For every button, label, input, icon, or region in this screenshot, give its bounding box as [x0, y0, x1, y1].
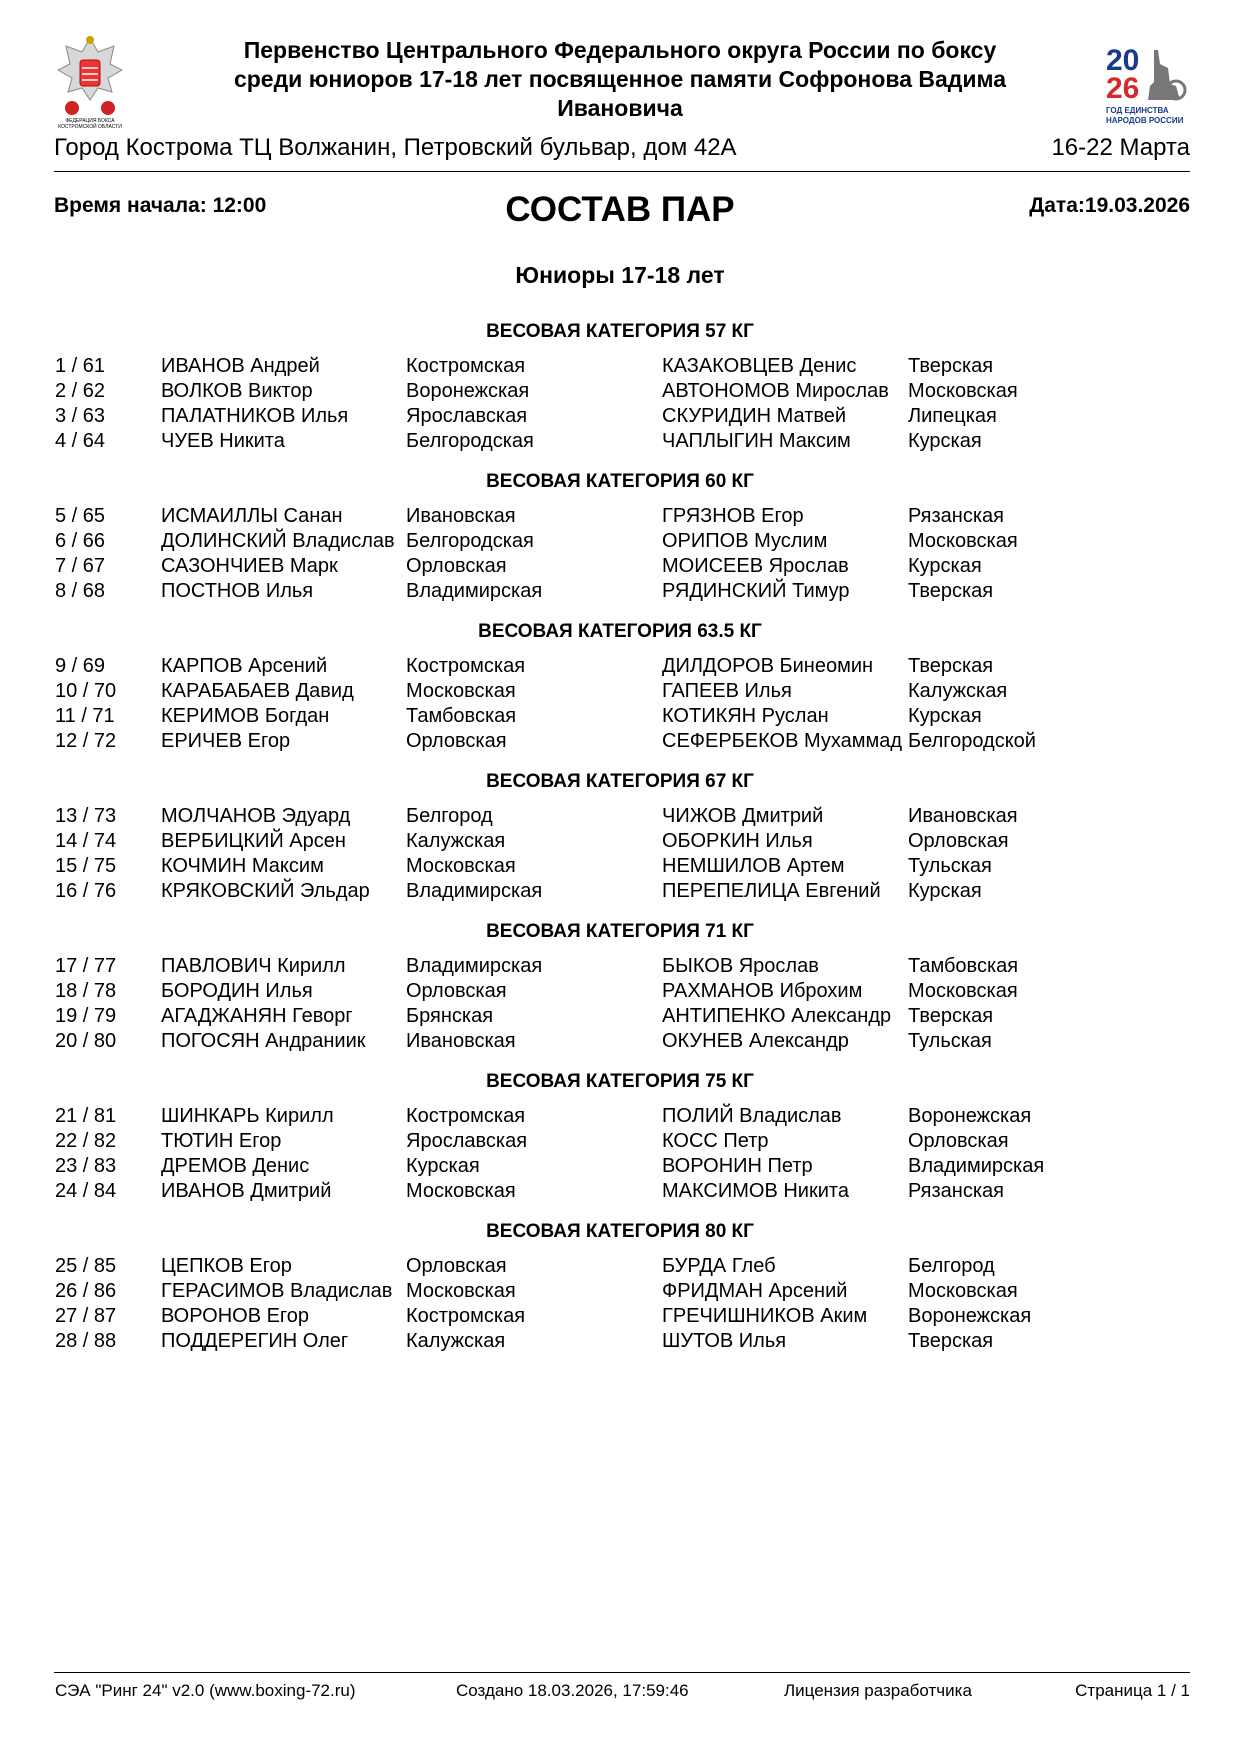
blue-corner-region: Рязанская	[908, 505, 1004, 527]
header-divider	[54, 171, 1190, 172]
bout-row	[0, 729, 1240, 754]
bout-row	[0, 979, 1240, 1004]
red-corner-region: Костромская	[406, 655, 526, 677]
blue-corner-name: БУРДА Глеб	[662, 1255, 776, 1277]
category-title: ВЕСОВАЯ КАТЕГОРИЯ 60 КГ	[486, 471, 754, 492]
red-corner-region: Брянская	[406, 1005, 494, 1027]
red-corner-name: ПАЛАТНИКОВ Илья	[161, 405, 349, 427]
year-logo-bottom: 26	[1106, 72, 1140, 105]
red-corner-region: Орловская	[406, 1255, 507, 1277]
red-corner-region: Курская	[406, 1155, 480, 1177]
red-corner-name: ЦЕПКОВ Егор	[161, 1255, 292, 1277]
blue-corner-region: Тверская	[908, 355, 994, 377]
bout-number: 12 / 72	[55, 730, 117, 752]
bout-number: 1 / 61	[55, 355, 106, 377]
bout-number: 3 / 63	[55, 405, 106, 427]
category-title: ВЕСОВАЯ КАТЕГОРИЯ 71 КГ	[486, 921, 754, 942]
red-corner-region: Калужская	[406, 1330, 506, 1352]
bout-number: 28 / 88	[55, 1330, 117, 1352]
tournament-title	[190, 36, 1050, 123]
red-corner-region: Московская	[406, 680, 516, 702]
footer-software: СЭА "Ринг 24" v2.0 (www.boxing-72.ru)	[55, 1681, 356, 1700]
bout-number: 25 / 85	[55, 1255, 117, 1277]
red-corner-name: АГАДЖАНЯН Геворг	[161, 1005, 353, 1027]
red-corner-name: ВОРОНОВ Егор	[161, 1305, 310, 1327]
bout-number: 4 / 64	[55, 430, 106, 452]
blue-corner-region: Московская	[908, 1280, 1018, 1302]
bout-number: 16 / 76	[55, 880, 117, 902]
red-corner-name: КОЧМИН Максим	[161, 855, 324, 877]
red-corner-name: ИВАНОВ Дмитрий	[161, 1180, 332, 1202]
bout-row	[0, 504, 1240, 529]
blue-corner-name: КАЗАКОВЦЕВ Денис	[662, 355, 857, 377]
bout-number: 17 / 77	[55, 955, 117, 977]
bout-number: 15 / 75	[55, 855, 117, 877]
weight-category	[0, 466, 1240, 616]
footer-license: Лицензия разработчика	[784, 1681, 972, 1700]
bout-row	[0, 379, 1240, 404]
bout-row	[0, 529, 1240, 554]
blue-corner-region: Московская	[908, 980, 1018, 1002]
bout-number: 2 / 62	[55, 380, 106, 402]
red-corner-region: Воронежская	[406, 380, 530, 402]
weight-category	[0, 316, 1240, 466]
blue-corner-name: РАХМАНОВ Иброхим	[662, 980, 863, 1002]
blue-corner-name: МОИСЕЕВ Ярослав	[662, 555, 849, 577]
blue-corner-name: СКУРИДИН Матвей	[662, 405, 847, 427]
blue-corner-name: ШУТОВ Илья	[662, 1330, 787, 1352]
blue-corner-name: ВОРОНИН Петр	[662, 1155, 813, 1177]
red-corner-region: Калужская	[406, 830, 506, 852]
blue-corner-region: Липецкая	[908, 405, 997, 427]
bout-row	[0, 1304, 1240, 1329]
footer-page: Страница 1 / 1	[1075, 1681, 1190, 1700]
bout-number: 6 / 66	[55, 530, 106, 552]
federation-logo	[52, 30, 128, 130]
bout-row	[0, 1254, 1240, 1279]
blue-corner-region: Орловская	[908, 1130, 1009, 1152]
blue-corner-region: Тверская	[908, 1005, 994, 1027]
blue-corner-name: ЧАПЛЫГИН Максим	[662, 430, 851, 452]
red-corner-name: ВЕРБИЦКИЙ Арсен	[161, 830, 346, 852]
bout-number: 8 / 68	[55, 580, 106, 602]
weight-category	[0, 1066, 1240, 1216]
start-time: Время начала: 12:00	[54, 194, 267, 217]
title-line-3: Ивановича	[557, 95, 683, 121]
red-corner-region: Ярославская	[406, 1130, 528, 1152]
red-corner-name: КЕРИМОВ Богдан	[161, 705, 330, 727]
bout-row	[0, 854, 1240, 879]
blue-corner-region: Белгородской	[908, 730, 1036, 752]
monument-icon	[1140, 46, 1190, 102]
bout-row	[0, 1179, 1240, 1204]
red-corner-name: ИСМАИЛЛЫ Санан	[161, 505, 343, 527]
blue-corner-region: Тамбовская	[908, 955, 1019, 977]
blue-corner-name: ОРИПОВ Муслим	[662, 530, 828, 552]
blue-corner-name: АНТИПЕНКО Александр	[662, 1005, 892, 1027]
red-corner-region: Московская	[406, 1180, 516, 1202]
bout-row	[0, 1329, 1240, 1354]
bout-number: 10 / 70	[55, 680, 117, 702]
blue-corner-region: Московская	[908, 530, 1018, 552]
blue-corner-name: БЫКОВ Ярослав	[662, 955, 819, 977]
blue-corner-region: Курская	[908, 555, 982, 577]
bout-number: 14 / 74	[55, 830, 117, 852]
red-corner-name: ПАВЛОВИЧ Кирилл	[161, 955, 346, 977]
bout-row	[0, 354, 1240, 379]
footer-divider	[54, 1672, 1190, 1673]
bout-row	[0, 679, 1240, 704]
blue-corner-region: Калужская	[908, 680, 1008, 702]
red-corner-region: Тамбовская	[406, 705, 517, 727]
red-corner-name: БОРОДИН Илья	[161, 980, 313, 1002]
red-corner-region: Ярославская	[406, 405, 528, 427]
event-dates: 16-22 Марта	[1051, 134, 1190, 161]
bout-row	[0, 1154, 1240, 1179]
blue-corner-region: Воронежская	[908, 1305, 1032, 1327]
bout-row	[0, 404, 1240, 429]
red-corner-name: ИВАНОВ Андрей	[161, 355, 320, 377]
blue-corner-region: Рязанская	[908, 1180, 1004, 1202]
page-heading: СОСТАВ ПАР	[505, 190, 735, 229]
blue-corner-region: Курская	[908, 880, 982, 902]
bout-row	[0, 804, 1240, 829]
blue-corner-name: ЧИЖОВ Дмитрий	[662, 805, 824, 827]
bout-number: 20 / 80	[55, 1030, 117, 1052]
blue-corner-name: СЕФЕРБЕКОВ Мухаммад	[662, 730, 903, 752]
blue-corner-name: КОТИКЯН Руслан	[662, 705, 829, 727]
red-corner-name: КАРПОВ Арсений	[161, 655, 328, 677]
blue-corner-name: ФРИДМАН Арсений	[662, 1280, 848, 1302]
age-group: Юниоры 17-18 лет	[515, 262, 725, 288]
red-corner-region: Костромская	[406, 1105, 526, 1127]
bout-row	[0, 1004, 1240, 1029]
bout-number: 18 / 78	[55, 980, 117, 1002]
red-corner-region: Орловская	[406, 980, 507, 1002]
title-line-1: Первенство Центрального Федерального округа России по боксу	[243, 37, 997, 63]
red-corner-name: ШИНКАРЬ Кирилл	[161, 1105, 334, 1127]
bout-row	[0, 579, 1240, 604]
bout-row	[0, 704, 1240, 729]
bout-number: 11 / 71	[55, 705, 115, 727]
blue-corner-name: ПОЛИЙ Владислав	[662, 1105, 842, 1127]
red-corner-name: ГЕРАСИМОВ Владислав	[161, 1280, 393, 1302]
bout-row	[0, 429, 1240, 454]
bout-number: 26 / 86	[55, 1280, 117, 1302]
red-corner-region: Владимирская	[406, 955, 543, 977]
year-logo-caption-2: НАРОДОВ РОССИИ	[1106, 116, 1184, 125]
red-corner-name: ПОСТНОВ Илья	[161, 580, 314, 602]
red-corner-region: Белгородская	[406, 530, 534, 552]
blue-corner-name: ГРЯЗНОВ Егор	[662, 505, 804, 527]
blue-corner-region: Воронежская	[908, 1105, 1032, 1127]
bout-row	[0, 1104, 1240, 1129]
red-corner-name: ВОЛКОВ Виктор	[161, 380, 313, 402]
bout-row	[0, 879, 1240, 904]
bout-row	[0, 1279, 1240, 1304]
bout-row	[0, 1029, 1240, 1054]
blue-corner-name: ГАПЕЕВ Илья	[662, 680, 792, 702]
red-corner-name: ТЮТИН Егор	[161, 1130, 282, 1152]
bout-number: 23 / 83	[55, 1155, 117, 1177]
eagle-emblem-icon	[52, 30, 128, 130]
red-corner-region: Ивановская	[406, 1030, 516, 1052]
blue-corner-region: Тверская	[908, 580, 994, 602]
category-title: ВЕСОВАЯ КАТЕГОРИЯ 67 КГ	[486, 771, 754, 792]
red-corner-name: ПОДДЕРЕГИН Олег	[161, 1330, 349, 1352]
blue-corner-name: ДИЛДОРОВ Бинеомин	[662, 655, 874, 677]
category-title: ВЕСОВАЯ КАТЕГОРИЯ 75 КГ	[486, 1071, 754, 1092]
red-corner-region: Орловская	[406, 555, 507, 577]
red-corner-name: МОЛЧАНОВ Эдуард	[161, 805, 351, 827]
blue-corner-region: Ивановская	[908, 805, 1018, 827]
bout-number: 24 / 84	[55, 1180, 117, 1202]
bout-number: 9 / 69	[55, 655, 106, 677]
category-title: ВЕСОВАЯ КАТЕГОРИЯ 80 КГ	[486, 1221, 754, 1242]
bout-number: 7 / 67	[55, 555, 106, 577]
weight-categories	[0, 316, 1240, 1366]
blue-corner-region: Тульская	[908, 855, 992, 877]
red-corner-name: САЗОНЧИЕВ Марк	[161, 555, 338, 577]
red-corner-name: ДРЕМОВ Денис	[161, 1155, 310, 1177]
blue-corner-region: Белгород	[908, 1255, 995, 1277]
blue-corner-region: Владимирская	[908, 1155, 1045, 1177]
red-corner-region: Белгородская	[406, 430, 534, 452]
blue-corner-name: МАКСИМОВ Никита	[662, 1180, 849, 1202]
title-line-2: среди юниоров 17-18 лет посвященное памяти Софронова Вадима	[233, 66, 1007, 92]
red-corner-region: Костромская	[406, 355, 526, 377]
bout-row	[0, 829, 1240, 854]
blue-corner-region: Тверская	[908, 655, 994, 677]
blue-corner-name: КОСС Петр	[662, 1130, 769, 1152]
blue-corner-region: Тульская	[908, 1030, 992, 1052]
category-title: ВЕСОВАЯ КАТЕГОРИЯ 57 КГ	[486, 321, 754, 342]
blue-corner-name: АВТОНОМОВ Мирослав	[662, 380, 889, 402]
weight-category	[0, 1216, 1240, 1366]
red-corner-name: ЕРИЧЕВ Егор	[161, 730, 291, 752]
bout-number: 22 / 82	[55, 1130, 117, 1152]
blue-corner-name: НЕМШИЛОВ Артем	[662, 855, 845, 877]
bout-number: 13 / 73	[55, 805, 117, 827]
blue-corner-name: ГРЕЧИШНИКОВ Аким	[662, 1305, 868, 1327]
bout-row	[0, 554, 1240, 579]
year-of-unity-logo	[1106, 46, 1192, 130]
red-corner-region: Орловская	[406, 730, 507, 752]
category-title: ВЕСОВАЯ КАТЕГОРИЯ 63.5 КГ	[478, 621, 762, 642]
red-corner-region: Костромская	[406, 1305, 526, 1327]
blue-corner-region: Курская	[908, 430, 982, 452]
bout-row	[0, 1129, 1240, 1154]
blue-corner-region: Тверская	[908, 1330, 994, 1352]
red-corner-region: Московская	[406, 1280, 516, 1302]
red-corner-name: ДОЛИНСКИЙ Владислав	[161, 530, 395, 552]
bout-date: Дата:19.03.2026	[1029, 194, 1190, 217]
weight-category	[0, 766, 1240, 916]
year-logo-caption-1: ГОД ЕДИНСТВА	[1106, 106, 1169, 115]
red-corner-name: КАРАБАБАЕВ Давид	[161, 680, 354, 702]
blue-corner-region: Орловская	[908, 830, 1009, 852]
red-corner-name: ПОГОСЯН Андраниик	[161, 1030, 366, 1052]
bout-number: 19 / 79	[55, 1005, 117, 1027]
weight-category	[0, 916, 1240, 1066]
red-corner-region: Ивановская	[406, 505, 516, 527]
blue-corner-name: ОКУНЕВ Александр	[662, 1030, 849, 1052]
bout-number: 27 / 87	[55, 1305, 117, 1327]
blue-corner-name: РЯДИНСКИЙ Тимур	[662, 580, 850, 602]
blue-corner-region: Московская	[908, 380, 1018, 402]
red-corner-region: Белгород	[406, 805, 493, 827]
year-logo-top: 20	[1106, 44, 1140, 77]
blue-corner-region: Курская	[908, 705, 982, 727]
red-corner-name: КРЯКОВСКИЙ Эльдар	[161, 880, 370, 902]
bout-number: 5 / 65	[55, 505, 106, 527]
red-corner-region: Московская	[406, 855, 516, 877]
bout-row	[0, 654, 1240, 679]
red-corner-region: Владимирская	[406, 880, 543, 902]
blue-corner-name: ПЕРЕПЕЛИЦА Евгений	[662, 880, 881, 902]
red-corner-region: Владимирская	[406, 580, 543, 602]
venue: Город Кострома ТЦ Волжанин, Петровский бульвар, дом 42А	[54, 134, 737, 161]
bout-row	[0, 954, 1240, 979]
bout-number: 21 / 81	[55, 1105, 117, 1127]
footer-created: Создано 18.03.2026, 17:59:46	[456, 1681, 689, 1700]
blue-corner-name: ОБОРКИН Илья	[662, 830, 813, 852]
federation-logo-text: ФЕДЕРАЦИЯ БОКСА КОСТРОМСКОЙ ОБЛАСТИ	[58, 118, 122, 130]
red-corner-name: ЧУЕВ Никита	[161, 430, 285, 452]
weight-category	[0, 616, 1240, 766]
